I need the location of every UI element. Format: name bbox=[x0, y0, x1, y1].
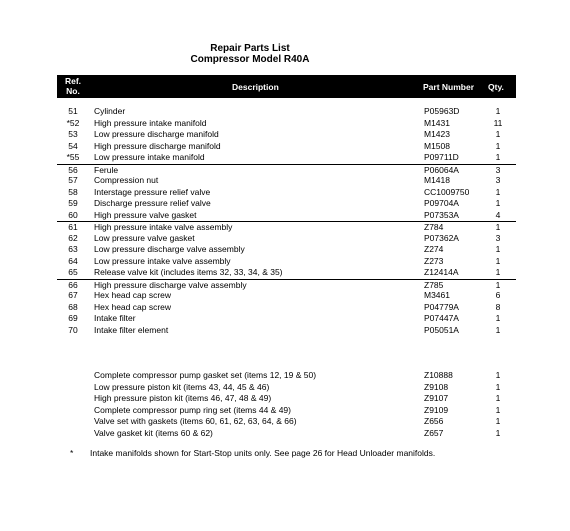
qty-cell: 1 bbox=[495, 186, 501, 197]
part-number-cell: P07447A bbox=[424, 313, 459, 323]
table-row bbox=[57, 325, 516, 337]
ref-cell: 67 bbox=[68, 290, 78, 300]
table-header bbox=[57, 75, 516, 98]
description-cell: Release valve kit (includes items 32, 33, 34, & 35) bbox=[94, 267, 283, 277]
table-row bbox=[57, 279, 516, 291]
kit-qty-cell: 1 bbox=[495, 427, 501, 438]
table-row bbox=[57, 198, 516, 210]
part-number-cell: CC1009750 bbox=[424, 186, 470, 197]
column-header-ref bbox=[57, 77, 89, 96]
part-number-cell: Z273 bbox=[424, 255, 444, 266]
table-row bbox=[57, 233, 516, 245]
kit-part-number-cell: Z657 bbox=[424, 427, 444, 438]
table-row bbox=[57, 290, 516, 302]
table-row bbox=[57, 152, 516, 164]
part-number-cell: M1431 bbox=[424, 117, 450, 128]
description-cell: High pressure valve gasket bbox=[94, 209, 197, 220]
parts-table-body bbox=[57, 106, 516, 336]
description-cell: Cylinder bbox=[94, 106, 126, 116]
table-row bbox=[57, 175, 516, 187]
part-number-cell: M3461 bbox=[424, 290, 450, 300]
table-row bbox=[57, 221, 516, 233]
kit-part-number-cell: Z9109 bbox=[424, 404, 449, 415]
ref-cell: 54 bbox=[68, 140, 78, 151]
kit-part-number-cell: Z9108 bbox=[424, 381, 449, 392]
kit-row bbox=[57, 405, 516, 417]
description-cell: Intake filter element bbox=[94, 324, 169, 335]
kit-part-number-cell: Z10888 bbox=[424, 370, 453, 380]
description-cell: Low pressure discharge manifold bbox=[94, 129, 219, 139]
description-cell: Hex head cap screw bbox=[94, 301, 172, 312]
footnote-text: Intake manifolds shown for Start-Stop units only. See page 26 for Head Unloader manifolds. bbox=[90, 448, 436, 458]
kit-row bbox=[57, 393, 516, 405]
qty-cell: 1 bbox=[495, 198, 501, 208]
part-number-cell: Z784 bbox=[424, 222, 444, 232]
ref-cell: 68 bbox=[68, 301, 78, 312]
document-title: Repair Parts List bbox=[210, 43, 290, 54]
column-header-description: Description bbox=[232, 82, 279, 92]
table-row bbox=[57, 302, 516, 314]
description-cell: Discharge pressure relief valve bbox=[94, 198, 211, 208]
kit-part-number-cell: Z9107 bbox=[424, 393, 449, 403]
description-cell: High pressure discharge manifold bbox=[94, 140, 221, 151]
qty-cell: 1 bbox=[495, 140, 501, 151]
description-cell: Interstage pressure relief valve bbox=[94, 186, 211, 197]
table-row bbox=[57, 141, 516, 153]
part-number-cell: P05051A bbox=[424, 324, 459, 335]
ref-cell: 62 bbox=[68, 232, 78, 243]
part-number-cell: P06064A bbox=[424, 164, 459, 175]
kit-qty-cell: 1 bbox=[495, 404, 501, 415]
part-number-cell: M1418 bbox=[424, 175, 450, 185]
kit-description-cell: Low pressure piston kit (items 43, 44, 45 & 46) bbox=[94, 381, 270, 392]
part-number-cell: Z274 bbox=[424, 244, 444, 254]
qty-cell: 1 bbox=[495, 267, 501, 277]
ref-cell: 70 bbox=[68, 324, 78, 335]
description-cell: High pressure discharge valve assembly bbox=[94, 279, 247, 290]
part-number-cell: P05963D bbox=[424, 106, 460, 116]
part-number-cell: M1508 bbox=[424, 140, 450, 151]
qty-cell: 1 bbox=[495, 222, 501, 232]
table-row bbox=[57, 118, 516, 130]
kit-description-cell: Valve set with gaskets (items 60, 61, 62, 63, 64, & 66) bbox=[94, 416, 297, 426]
qty-cell: 1 bbox=[495, 313, 501, 323]
description-cell: Intake filter bbox=[94, 313, 136, 323]
kit-description-cell: Valve gasket kit (items 60 & 62) bbox=[94, 427, 213, 438]
description-cell: Low pressure intake manifold bbox=[94, 152, 205, 162]
kit-row bbox=[57, 428, 516, 440]
ref-cell: 60 bbox=[68, 209, 78, 220]
description-cell: Low pressure valve gasket bbox=[94, 232, 195, 243]
document-subtitle: Compressor Model R40A bbox=[190, 54, 310, 65]
description-cell: Low pressure intake valve assembly bbox=[94, 255, 231, 266]
qty-cell: 3 bbox=[495, 164, 501, 175]
table-row bbox=[57, 256, 516, 268]
part-number-cell: P09711D bbox=[424, 152, 459, 162]
ref-header-line2: No. bbox=[66, 85, 80, 96]
table-row bbox=[57, 164, 516, 176]
part-number-cell: P09704A bbox=[424, 198, 459, 208]
part-number-cell: Z785 bbox=[424, 279, 444, 290]
ref-cell: 56 bbox=[68, 164, 78, 175]
qty-cell: 11 bbox=[493, 117, 503, 128]
qty-cell: 3 bbox=[495, 232, 501, 243]
table-row bbox=[57, 129, 516, 141]
qty-cell: 3 bbox=[495, 175, 501, 185]
description-cell: High pressure intake valve assembly bbox=[94, 222, 233, 232]
footnote-marker: * bbox=[70, 448, 74, 458]
part-number-cell: P07353A bbox=[424, 209, 459, 220]
ref-cell: 66 bbox=[68, 279, 78, 290]
ref-cell: *52 bbox=[66, 117, 80, 128]
kit-qty-cell: 1 bbox=[495, 370, 501, 380]
table-row bbox=[57, 267, 516, 279]
ref-cell: 51 bbox=[68, 106, 78, 116]
description-cell: Ferule bbox=[94, 164, 119, 175]
part-number-cell: P04779A bbox=[424, 301, 459, 312]
qty-cell: 4 bbox=[495, 209, 501, 220]
column-header-part-number: Part Number bbox=[423, 82, 475, 92]
kit-qty-cell: 1 bbox=[495, 381, 501, 392]
part-number-cell: Z12414A bbox=[424, 267, 459, 277]
qty-cell: 1 bbox=[495, 244, 501, 254]
kit-description-cell: Complete compressor pump ring set (items 44 & 49) bbox=[94, 404, 291, 415]
kit-part-number-cell: Z656 bbox=[424, 416, 444, 426]
column-header-qty: Qty. bbox=[488, 82, 504, 92]
kits-table-body bbox=[57, 370, 516, 439]
kit-description-cell: High pressure piston kit (items 46, 47, 48 & 49) bbox=[94, 393, 272, 403]
ref-cell: *55 bbox=[66, 152, 80, 162]
table-row bbox=[57, 244, 516, 256]
qty-cell: 1 bbox=[495, 152, 501, 162]
ref-cell: 69 bbox=[68, 313, 78, 323]
description-cell: Hex head cap screw bbox=[94, 290, 172, 300]
kit-qty-cell: 1 bbox=[495, 416, 501, 426]
ref-cell: 57 bbox=[68, 175, 78, 185]
kit-row bbox=[57, 382, 516, 394]
ref-cell: 61 bbox=[68, 222, 78, 232]
table-row bbox=[57, 187, 516, 199]
qty-cell: 1 bbox=[495, 279, 501, 290]
part-number-cell: M1423 bbox=[424, 129, 450, 139]
kit-row bbox=[57, 370, 516, 382]
qty-cell: 1 bbox=[495, 324, 501, 335]
description-cell: Compression nut bbox=[94, 175, 159, 185]
ref-header-line1: Ref. bbox=[64, 76, 82, 86]
ref-cell: 59 bbox=[68, 198, 78, 208]
kit-qty-cell: 1 bbox=[495, 393, 501, 403]
kit-row bbox=[57, 416, 516, 428]
qty-cell: 1 bbox=[495, 106, 501, 116]
table-row bbox=[57, 106, 516, 118]
table-row bbox=[57, 313, 516, 325]
qty-cell: 1 bbox=[495, 129, 501, 139]
ref-cell: 63 bbox=[68, 244, 78, 254]
kit-description-cell: Complete compressor pump gasket set (items 12, 19 & 50) bbox=[94, 370, 317, 380]
qty-cell: 8 bbox=[495, 301, 501, 312]
table-row bbox=[57, 210, 516, 222]
ref-cell: 58 bbox=[68, 186, 78, 197]
ref-cell: 53 bbox=[68, 129, 78, 139]
description-cell: High pressure intake manifold bbox=[94, 117, 207, 128]
qty-cell: 1 bbox=[495, 255, 501, 266]
description-cell: Low pressure discharge valve assembly bbox=[94, 244, 245, 254]
part-number-cell: P07362A bbox=[424, 232, 459, 243]
qty-cell: 6 bbox=[495, 290, 501, 300]
ref-cell: 64 bbox=[68, 255, 78, 266]
ref-cell: 65 bbox=[68, 267, 78, 277]
